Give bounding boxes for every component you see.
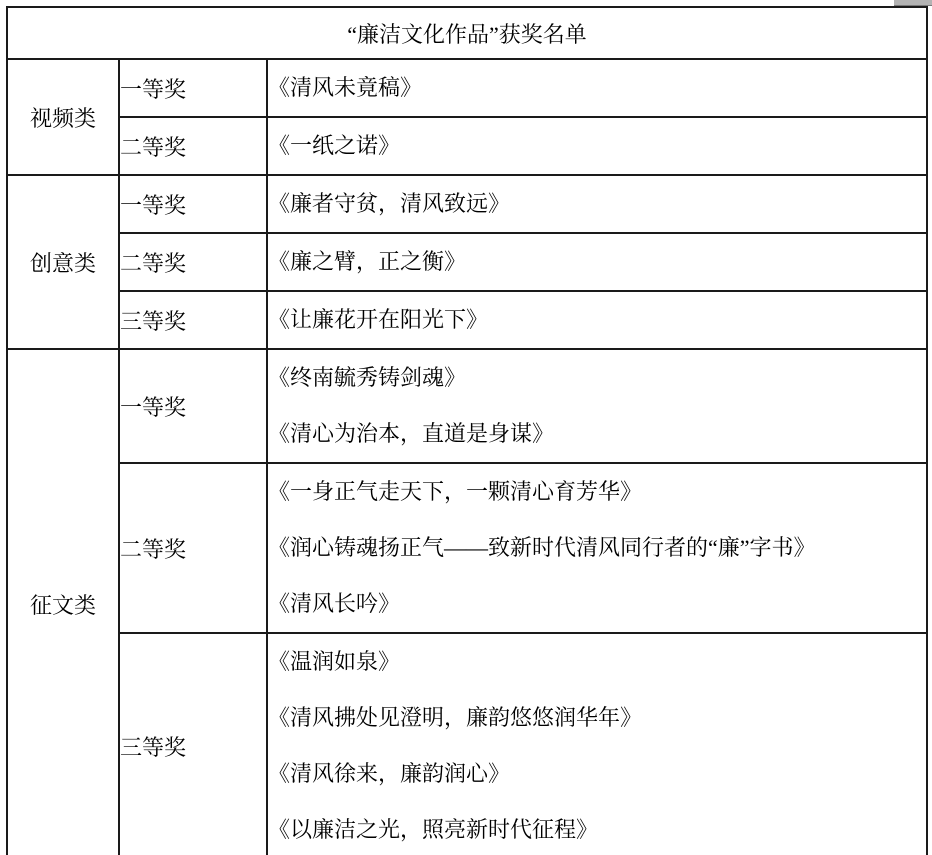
category-cell-video: 视频类 [7, 59, 119, 175]
work-title: 《清风拂处见澄明，廉韵悠悠润华年》 [268, 705, 643, 730]
works-cell [267, 59, 927, 117]
award-cell: 一等奖 [119, 59, 267, 117]
table-row [7, 291, 927, 349]
work-title: 《润心铸魂扬正气——致新时代清风同行者的“廉”字书》 [268, 535, 816, 560]
works-cell [267, 349, 927, 463]
work-title: 《廉之臂，正之衡》 [268, 249, 467, 274]
award-cell: 二等奖 [119, 463, 267, 633]
award-cell: 二等奖 [119, 117, 267, 175]
category-cell-creative: 创意类 [7, 175, 119, 349]
work-title: 《清风未竟稿》 [268, 75, 423, 100]
award-cell: 三等奖 [119, 633, 267, 855]
work-title: 《温润如泉》 [268, 649, 401, 674]
table-row [7, 233, 927, 291]
work-title: 《一身正气走天下，一颗清心育芳华》 [268, 479, 643, 504]
works-cell [267, 175, 927, 233]
works-cell [267, 117, 927, 175]
work-title: 《廉者守贫，清风致远》 [268, 191, 511, 216]
works-cell [267, 233, 927, 291]
work-title: 《以廉洁之光，照亮新时代征程》 [268, 817, 599, 842]
table-row-title [7, 7, 927, 59]
works-cell [267, 291, 927, 349]
table-row [7, 463, 927, 633]
table-row [7, 349, 927, 463]
work-title: 《清心为治本，直道是身谋》 [268, 421, 555, 446]
category-cell-essay: 征文类 [7, 349, 119, 855]
work-title: 《让廉花开在阳光下》 [268, 307, 489, 332]
table-row [7, 59, 927, 117]
table-row [7, 633, 927, 855]
works-cell [267, 463, 927, 633]
table-title: “廉洁文化作品”获奖名单 [7, 7, 927, 59]
works-cell [267, 633, 927, 855]
work-title: 《清风徐来，廉韵润心》 [268, 761, 511, 786]
award-cell: 一等奖 [119, 349, 267, 463]
awards-table [6, 6, 928, 855]
award-cell: 二等奖 [119, 233, 267, 291]
table-row [7, 117, 927, 175]
work-title: 《终南毓秀铸剑魂》 [268, 365, 467, 390]
work-title: 《一纸之诺》 [268, 133, 401, 158]
award-cell: 三等奖 [119, 291, 267, 349]
work-title: 《清风长吟》 [268, 591, 401, 616]
table-row [7, 175, 927, 233]
award-cell: 一等奖 [119, 175, 267, 233]
